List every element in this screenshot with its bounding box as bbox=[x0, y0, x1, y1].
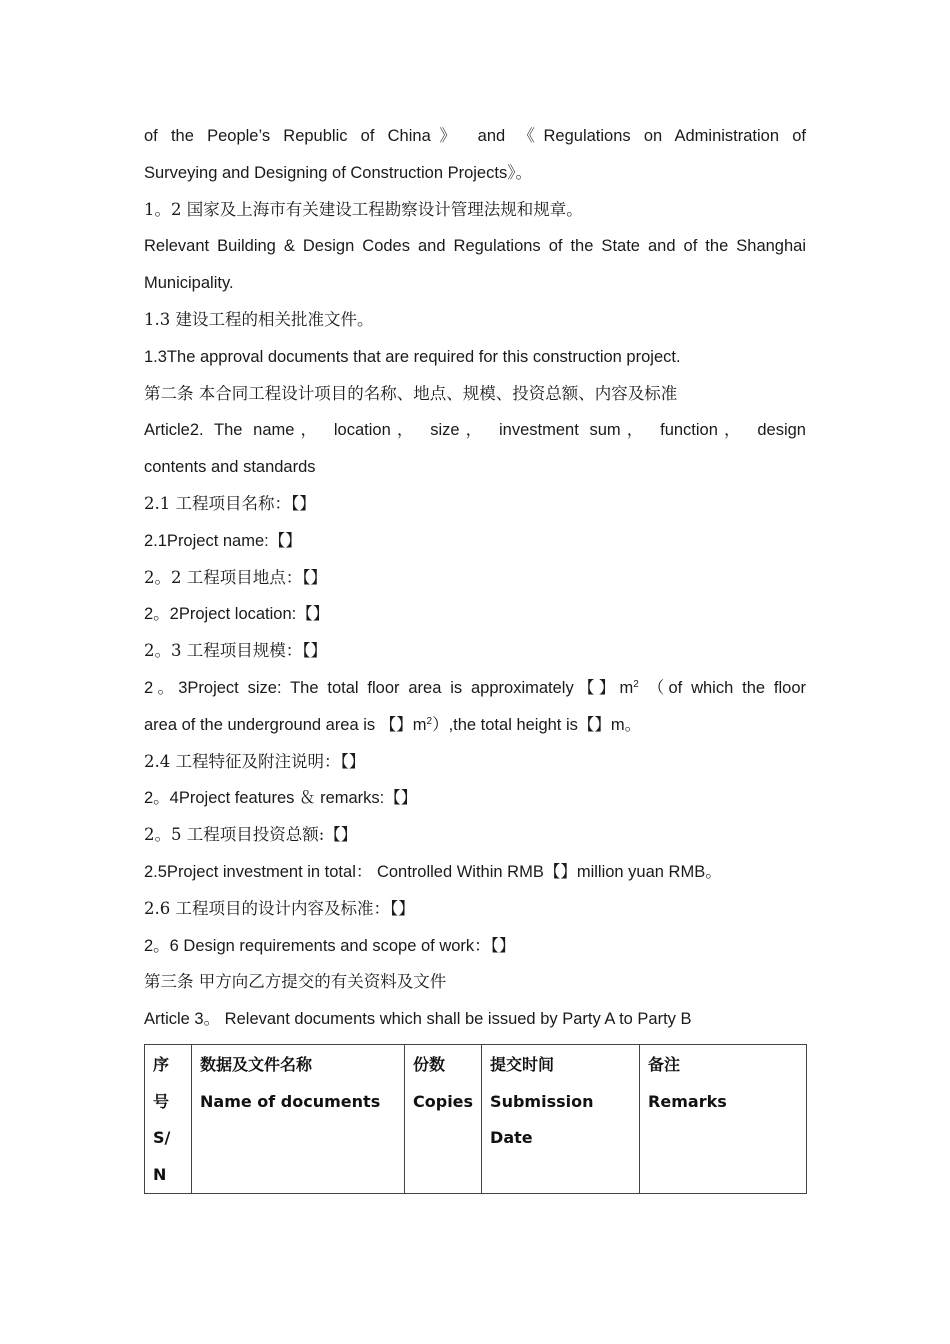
article-3-heading-cn: 第三条 甲方向乙方提交的有关资料及文件 bbox=[144, 972, 447, 992]
clause-2-6-cn: 2.6 工程项目的设计内容及标准：【】 bbox=[144, 898, 415, 918]
header-cn: 份数 bbox=[413, 1055, 446, 1074]
clause-1-3-cn: 1.3 建设工程的相关批准文件。 bbox=[144, 309, 374, 329]
clause-1-2-en-cont: Municipality. bbox=[144, 274, 234, 293]
header-en: Remarks bbox=[648, 1091, 727, 1111]
article-2-heading-en-cont: contents and standards bbox=[144, 458, 316, 477]
table-header-cell-remarks bbox=[640, 1045, 807, 1194]
clause-2-6-en: 2。6 Design requirements and scope of work：【】 bbox=[144, 936, 516, 955]
header-en: Name of documents bbox=[200, 1091, 381, 1111]
clause-2-3-en-text: 2。3Project size: The total floor area is approximately【】m bbox=[144, 678, 634, 697]
clause-1-3-en: 1.3The approval documents that are required for this construction project. bbox=[144, 347, 681, 366]
header-cn: 号 bbox=[153, 1091, 170, 1111]
clause-2-3-en-text: （of which the floor bbox=[647, 678, 806, 697]
table-header-cell-name bbox=[192, 1045, 405, 1194]
header-en: S/ bbox=[153, 1128, 171, 1147]
paragraph-line: of the People’s Republic of China》 and 《Regulations on Administration of bbox=[144, 127, 806, 145]
table-header-cell-copies bbox=[405, 1045, 482, 1194]
clause-2-5-cn: 2。5 工程项目投资总额:【】 bbox=[144, 825, 358, 845]
header-en: Copies bbox=[413, 1091, 474, 1111]
header-cn: 提交时间 bbox=[490, 1055, 555, 1074]
clause-2-1-en: 2.1Project name:【】 bbox=[144, 531, 302, 550]
header-en: Submission Date bbox=[490, 1091, 594, 1147]
document-body bbox=[144, 118, 806, 1038]
clause-2-2-en: 2。2Project location:【】 bbox=[144, 605, 330, 624]
clause-2-3-en-cont bbox=[144, 707, 806, 744]
clause-2-4-en: 2。4Project features ＆ remarks:【】 bbox=[144, 789, 418, 808]
clause-2-2-cn: 2。2 工程项目地点：【】 bbox=[144, 567, 327, 587]
superscript: 2 bbox=[633, 678, 639, 690]
clause-2-1-cn: 2.1 工程项目名称：【】 bbox=[144, 493, 316, 513]
clause-2-3-en-text: ）,the total height is【】m。 bbox=[432, 715, 642, 734]
clause-2-3-en-text: area of the underground area is 【】m bbox=[144, 715, 427, 734]
clause-2-3-cn: 2。3 工程项目规模：【】 bbox=[144, 641, 327, 661]
table-header-row bbox=[145, 1045, 807, 1194]
table-header-cell-date bbox=[482, 1045, 640, 1194]
documents-table bbox=[144, 1044, 807, 1194]
article-3-heading-en: Article 3。 Relevant documents which shall be issued by Party A to Party B bbox=[144, 1010, 692, 1029]
clause-2-5-en: 2.5Project investment in total： Controlled Within RMB【】million yuan RMB。 bbox=[144, 862, 722, 881]
header-en: N bbox=[153, 1164, 167, 1184]
table-header-cell-sn bbox=[145, 1045, 192, 1194]
clause-1-2-cn: 1。2 国家及上海市有关建设工程勘察设计管理法规和规章。 bbox=[144, 199, 583, 219]
header-cn: 序 bbox=[153, 1055, 170, 1074]
article-2-heading-en: Article2. The name， location， size， investment sum， function， design bbox=[144, 421, 806, 440]
header-cn: 备注 bbox=[648, 1055, 681, 1074]
superscript: 2 bbox=[426, 715, 433, 727]
clause-1-2-en: Relevant Building & Design Codes and Regulations of the State and of the Shanghai bbox=[144, 237, 806, 256]
article-2-heading-cn: 第二条 本合同工程设计项目的名称、地点、规模、投资总额、内容及标准 bbox=[144, 383, 678, 403]
header-cn: 数据及文件名称 bbox=[200, 1055, 313, 1074]
paragraph-line: Surveying and Designing of Construction Projects》。 bbox=[144, 163, 532, 182]
clause-2-3-en bbox=[144, 670, 806, 707]
clause-2-4-cn: 2.4 工程特征及附注说明：【】 bbox=[144, 751, 366, 771]
